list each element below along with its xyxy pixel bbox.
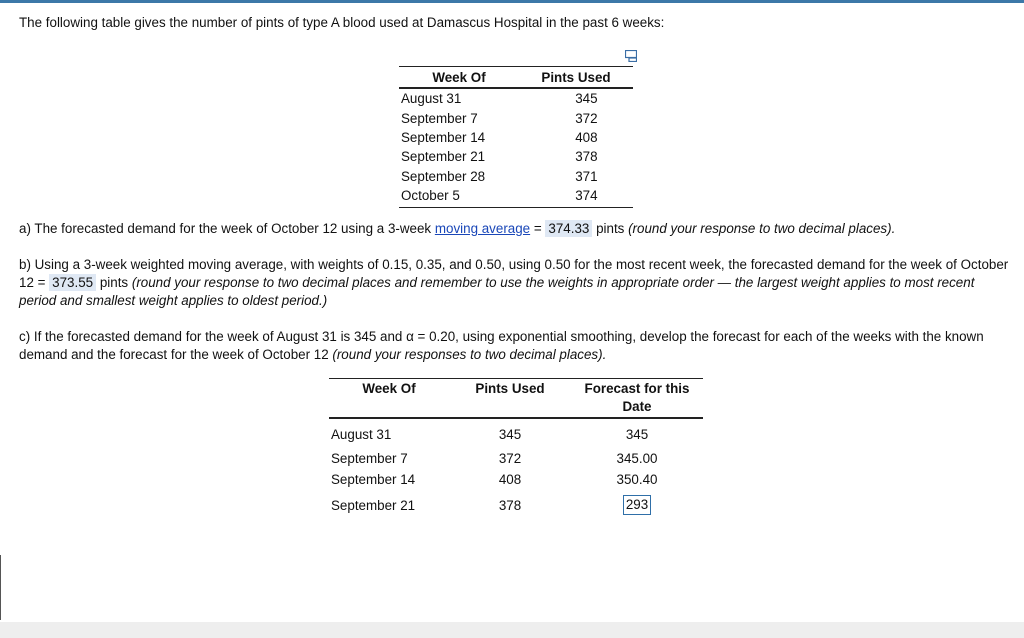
forecast-table (329, 378, 703, 520)
part-b-note: (round your response to two decimal places and remember to use the weights in appropriate order — the largest weight applies to most recent period and smallest weight applies to oldest period.) (19, 275, 975, 308)
table-row (399, 186, 633, 205)
pints-cell: 345 (575, 91, 598, 107)
pints-cell: 371 (575, 168, 598, 184)
table-row (399, 167, 633, 186)
part-c-text: c) If the forecasted demand for the week of August 31 is 345 and α = 0.20, using exponential smoothing, develop the forecast for each of the weeks with the known demand and the forecast for the week of October 12 (19, 329, 984, 362)
pints-cell: 372 (575, 110, 598, 126)
part-c-question (19, 328, 1009, 364)
week-cell: September 7 (331, 450, 408, 466)
question-intro: The following table gives the number of pints of type A blood used at Damascus Hospital in the past 6 weeks: (19, 15, 665, 30)
table-header (329, 379, 703, 417)
forecast-input[interactable]: 293 (623, 495, 651, 515)
forecast-cell: 345 (625, 427, 649, 442)
table-row (329, 490, 703, 520)
forecast-cell: 350.40 (616, 471, 658, 487)
part-a-answer[interactable]: 374.33 (545, 220, 592, 237)
week-cell: September 7 (401, 110, 478, 126)
part-a-unit: pints (592, 221, 629, 236)
pints-cell: 345 (498, 427, 522, 442)
part-b-question (19, 256, 1009, 310)
part-a-text: a) The forecasted demand for the week of October 12 using a 3-week (19, 221, 435, 236)
moving-average-link[interactable]: moving average (434, 221, 531, 236)
table-row (399, 147, 633, 166)
left-edge-line (0, 555, 1, 620)
blood-usage-table (399, 66, 633, 208)
pints-cell: 408 (575, 129, 598, 145)
part-a-note: (round your response to two decimal places). (628, 221, 896, 236)
table-rule (329, 417, 703, 419)
week-cell: September 28 (401, 168, 486, 184)
week-cell: August 31 (401, 91, 462, 107)
part-b-text: b) Using a 3-week weighted moving average, with weights of 0.15, 0.35, and 0.50, using 0.50 for the most recent week, the forecasted demand for the week of October 12 = (19, 257, 1009, 290)
part-a-question (19, 220, 1009, 238)
week-cell: September 14 (331, 471, 416, 487)
table-row (399, 89, 633, 108)
table-row (329, 421, 703, 448)
part-b-answer[interactable]: 373.55 (49, 274, 96, 291)
week-cell: September 14 (401, 129, 486, 145)
pints-cell: 408 (498, 471, 522, 487)
header-forecast: Forecast for this Date (584, 381, 690, 414)
part-b-unit: pints (96, 275, 132, 290)
equals-sign: = (530, 221, 546, 236)
table-row (329, 448, 703, 468)
header-pints-used: Pints Used (541, 69, 611, 85)
week-cell: September 21 (331, 497, 416, 513)
header-week-of: Week Of (362, 381, 416, 396)
pints-cell: 378 (575, 149, 598, 165)
part-c-note: (round your responses to two decimal places). (332, 347, 607, 362)
forecast-input-cell (571, 495, 703, 515)
bottom-strip (0, 622, 1024, 638)
pints-cell: 372 (498, 450, 522, 466)
week-cell: October 5 (401, 188, 460, 204)
week-cell: August 31 (331, 427, 392, 442)
week-cell: September 21 (401, 149, 486, 165)
table-rule (399, 207, 633, 208)
pints-cell: 378 (498, 497, 522, 513)
forecast-cell: 345.00 (616, 450, 658, 466)
table-header (399, 67, 633, 87)
pints-cell: 374 (575, 188, 598, 204)
table-row (399, 108, 633, 127)
header-pints-used: Pints Used (475, 381, 545, 396)
top-accent-bar (0, 0, 1024, 3)
table-row (399, 128, 633, 147)
copy-icon[interactable] (625, 50, 637, 62)
header-week-of: Week Of (432, 69, 486, 85)
table-row (329, 468, 703, 490)
